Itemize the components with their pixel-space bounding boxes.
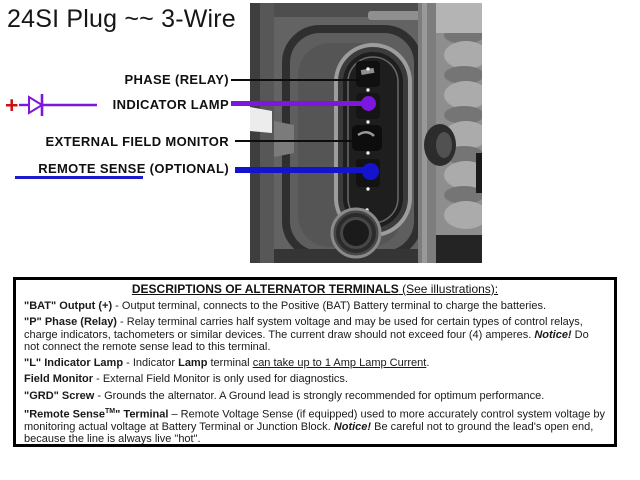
label-indicator-lamp: INDICATOR LAMP	[112, 97, 229, 112]
label-phase-relay: PHASE (RELAY)	[124, 72, 229, 87]
remote-terminal-dot	[362, 163, 379, 180]
terminal-description-phase: "P" Phase (Relay) - Relay terminal carries half system voltage and may be used for certain types of control relays, charge indicators, tachometers or similar devices. The current draw should not exceed four (4) amperes. Notice! Do not connect the remote sense lead to this terminal.	[24, 316, 589, 353]
label-external-field-monitor: EXTERNAL FIELD MONITOR	[45, 134, 229, 149]
descriptions-heading	[24, 283, 606, 296]
descriptions-heading-text: DESCRIPTIONS OF ALTERNATOR TERMINALS (See illustrations):	[131, 282, 499, 296]
terminal-description-grd: "GRD" Screw - Grounds the alternator. A Ground lead is strongly recommended for optimum performance.	[24, 389, 545, 402]
label-remote-sense: REMOTE SENSE (OPTIONAL)	[38, 161, 229, 176]
remote-sense-callout-line	[235, 167, 373, 173]
phase-callout-line	[231, 79, 361, 81]
terminal-descriptions-box	[13, 277, 617, 447]
page-title: 24SI Plug ~~ 3-Wire	[7, 5, 236, 33]
terminal-description-indicator-lamp: "L" Indicator Lamp - Indicator Lamp terminal can take up to 1 Amp Lamp Current.	[24, 357, 430, 370]
terminal-description-bat: "BAT" Output (+) - Output terminal, connects to the Positive (BAT) Battery terminal to charge the batteries.	[24, 300, 547, 312]
terminal-description-remote-sense: "Remote Sense™" Terminal – Remote Voltage Sense (if equipped) used to more accurately control system voltage by monitoring actual voltage at Battery Terminal or Junction Block. Notice! Be careful not to ground the lead's open end, because the line is always live "hot".	[24, 408, 606, 446]
indicator-lamp-callout-line	[231, 101, 368, 106]
field-monitor-callout-line	[235, 140, 361, 142]
indicator-terminal-dot	[361, 96, 376, 111]
plus-polarity-icon: +	[5, 92, 19, 118]
remote-sense-underline	[15, 176, 143, 179]
alternator-plug-photo	[250, 3, 482, 263]
terminal-description-field-monitor: Field Monitor - External Field Monitor is only used for diagnostics.	[24, 373, 348, 386]
